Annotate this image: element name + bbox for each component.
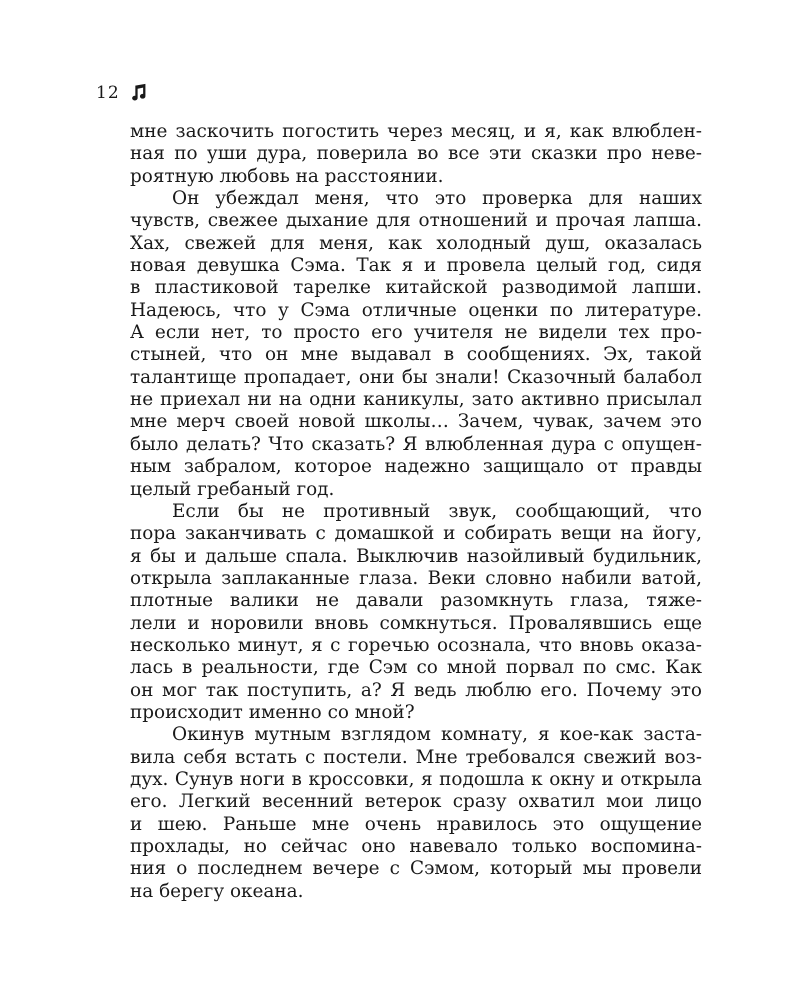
text-line: мне мерч своей новой школы… Зачем, чувак, зачем это (130, 411, 702, 433)
text-line: не приехал ни на одни каникулы, зато активно присылал (130, 389, 702, 411)
text-line: несколько минут, я с горечью осознала, что вновь оказа- (130, 634, 702, 656)
paragraph (130, 724, 702, 903)
text-line: Он убеждал меня, что это проверка для наших (172, 188, 702, 210)
paragraph (130, 188, 702, 501)
text-line: Если бы не противный звук, сообщающий, что (172, 500, 702, 522)
page-header (96, 82, 150, 104)
text-line: пора заканчивать с домашкой и собирать вещи на йогу, (130, 523, 702, 545)
text-line: ная по уши дура, поверила во все эти сказки про неве- (130, 143, 702, 165)
paragraph (130, 121, 702, 188)
text-line: дух. Сунув ноги в кроссовки, я подошла к окну и открыла (130, 768, 702, 790)
text-line: лели и норовили вновь сомкнуться. Провалявшись еще (130, 612, 702, 634)
text-line: талантище пропадает, они бы знали! Сказочный балабол (130, 366, 702, 388)
text-line: в пластиковой тарелке китайской разводимой лапши. (130, 277, 702, 299)
text-line: мне заскочить погостить через месяц, и я, как влюблен- (130, 121, 702, 142)
text-line: он мог так поступить, а? Я ведь люблю его. Почему это (130, 679, 702, 701)
text-line: А если нет, то просто его учителя не видели тех про- (130, 322, 702, 344)
music-note-icon (128, 82, 150, 104)
text-line: происходит именно со мной? (130, 701, 415, 723)
text-line: ния о последнем вечере с Сэмом, который мы провели (130, 858, 702, 880)
text-line: вила себя встать с постели. Мне требовался свежий воз- (130, 746, 702, 768)
text-line: роятную любовь на расстоянии. (130, 165, 444, 187)
text-line: прохлады, но сейчас оно навевало только воспомина- (130, 836, 702, 857)
text-line: я бы и дальше спала. Выключив назойливый будильник, (130, 545, 702, 567)
text-line: Надеюсь, что у Сэма отличные оценки по литературе. (130, 299, 702, 321)
text-line: Хах, свежей для меня, как холодный душ, оказалась (130, 232, 702, 254)
paragraph (130, 501, 702, 724)
text-line: открыла заплаканные глаза. Веки словно набили ватой, (130, 567, 702, 589)
body-text (130, 121, 702, 903)
text-line: лась в реальности, где Сэм со мной порвал по смс. Как (130, 657, 702, 679)
text-line: целый гребаный год. (130, 478, 335, 500)
text-line: и шею. Раньше мне очень нравилось это ощущение (130, 813, 702, 835)
text-line: чувств, свежее дыхание для отношений и прочая лапша. (130, 210, 702, 232)
text-line: его. Легкий весенний ветерок сразу охватил мои лицо (130, 791, 702, 813)
text-line: Окинув мутным взглядом комнату, я кое-как заста- (172, 724, 702, 746)
page-number: 12 (96, 83, 120, 103)
text-line: стыней, что он мне выдавал в сообщениях. Эх, такой (130, 344, 702, 366)
text-line: новая девушка Сэма. Так я и провела целый год, сидя (130, 255, 702, 277)
text-line: было делать? Что сказать? Я влюбленная дура с опущен- (130, 433, 702, 455)
text-line: на берегу океана. (130, 880, 304, 902)
text-line: плотные валики не давали разомкнуть глаза, тяже- (130, 590, 702, 612)
text-line: ным забралом, которое надежно защищало от правды (130, 456, 702, 478)
